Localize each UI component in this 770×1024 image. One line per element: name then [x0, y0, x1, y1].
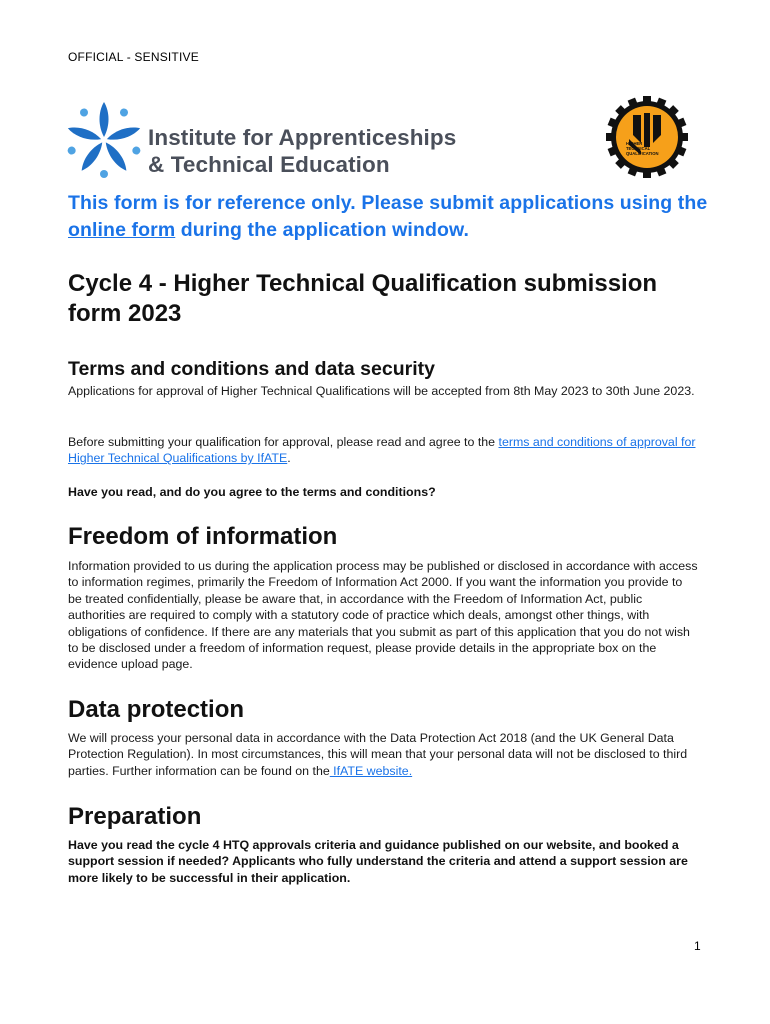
page-title: Cycle 4 - Higher Technical Qualification submission form 2023: [68, 270, 658, 327]
preparation-body: Have you read the cycle 4 HTQ approvals criteria and guidance published on our website, and booked a support session if needed? Applicants who fully understand the criteria and attend a support session are more likely to be successful in their application.: [68, 838, 688, 885]
foi-body: Information provided to us during the application process may be published or disclosed in accordance with access to information regimes, primarily the Freedom of Information Act 2000. If you want the information you provide to be treated confidentially, please be aware that, in accordance with the Freedom of Information Act, public authorities are required to comply with a statutory code of practice which deals, amongst other things, with obligations of confidence. If there are any materials that you submit as part of this application that you do not wish to be disclosed under a freedom of information request, please provide details in the appropriate box on the evidence upload page.: [68, 559, 698, 672]
terms-paragraph-2-end: .: [287, 451, 291, 466]
online-form-link[interactable]: online form: [68, 219, 176, 241]
page-number: 1: [694, 939, 701, 953]
ifate-logo: [66, 100, 496, 182]
preparation-heading: Preparation: [68, 803, 202, 830]
classification-label: OFFICIAL - SENSITIVE: [68, 50, 199, 64]
notice-text-start: This form is for reference only. Please submit applications using the: [68, 192, 708, 214]
terms-and-conditions-link[interactable]: terms and conditions of approval for Higher Technical Qualifications by IfATE: [68, 435, 696, 466]
terms-question: Have you read, and do you agree to the terms and conditions?: [68, 485, 436, 499]
terms-paragraph-2: [68, 434, 698, 467]
ifate-star-icon: [66, 100, 142, 178]
ifate-website-link[interactable]: IfATE website.: [329, 763, 413, 778]
terms-paragraph-2-text: Before submitting your qualification for approval, please read and agree to the: [68, 435, 499, 449]
ifate-logo-text: [148, 124, 456, 178]
data-protection-body: [68, 730, 698, 779]
reference-notice: [68, 190, 708, 244]
data-protection-text: We will process your personal data in accordance with the Data Protection Act 2018 (and the UK General Data Protection Regulation). In most circumstances, this will mean that your personal data will not be disclosed to third parties. Further information can be found on the: [68, 731, 688, 778]
htq-gear-badge-icon: [606, 96, 688, 178]
terms-paragraph-1: Applications for approval of Higher Technical Qualifications will be accepted from 8th May 2023 to 30th June 2023.: [68, 384, 695, 398]
logo-text-line1: Institute for Apprenticeships: [148, 125, 457, 150]
notice-text-end: during the application window.: [175, 219, 470, 241]
terms-heading: Terms and conditions and data security: [68, 358, 435, 380]
foi-heading: Freedom of information: [68, 523, 338, 550]
logo-text-line2: & Technical Education: [148, 152, 390, 177]
htq-badge-text: HIGHER TECHNICAL QUALIFICATION: [626, 141, 659, 156]
data-protection-heading: Data protection: [68, 696, 245, 723]
